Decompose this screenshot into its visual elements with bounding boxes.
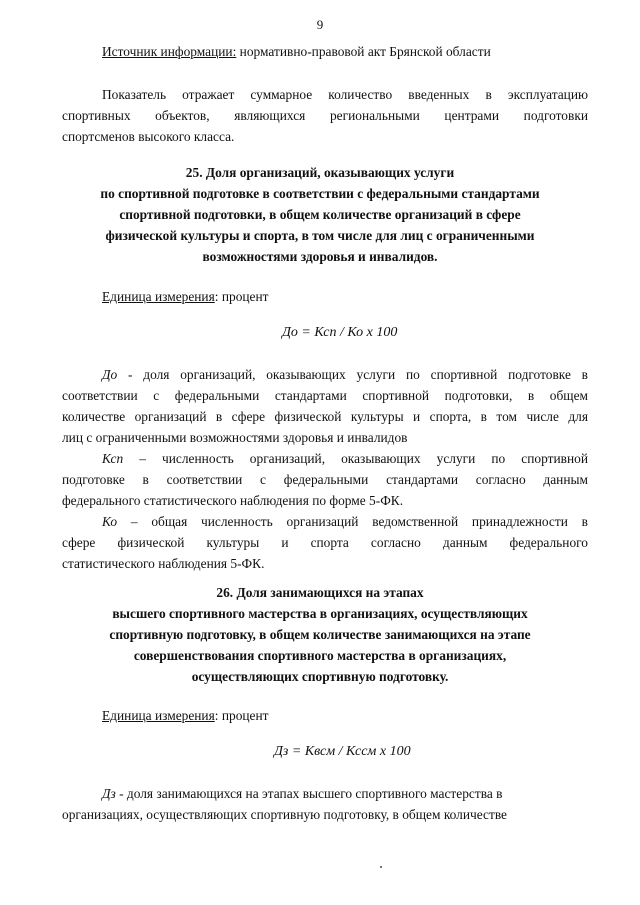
def-ko-line-2: сфере физической культуры и спорта согласно данным федерального bbox=[62, 535, 588, 550]
def-dz-line-1 bbox=[102, 786, 502, 802]
def-ko-line-3: статистического наблюдения 5-ФК. bbox=[62, 556, 265, 571]
section26-formula: Дз = Квсм / Кссм х 100 bbox=[274, 744, 411, 759]
def-do-text-1: доля организаций, оказывающих услуги по спортивной подготовке в bbox=[132, 367, 588, 382]
def-do-line-3: количестве организаций в сфере физической культуры и спорта, в том числе для bbox=[62, 409, 588, 424]
def-do-term: До - bbox=[102, 367, 133, 382]
def-do-line-4: лиц с ограниченными возможностями здоровья и инвалидов bbox=[62, 430, 408, 445]
intro-line-2: спортивных объектов, являющихся региональными центрами подготовки bbox=[62, 108, 588, 123]
section26-heading-line-3: спортивную подготовку, в общем количестве занимающихся на этапе bbox=[109, 627, 531, 642]
section26-heading-line-5: осуществляющих спортивную подготовку. bbox=[191, 669, 449, 684]
section25-heading-line-1: 25. Доля организаций, оказывающих услуги bbox=[185, 165, 455, 180]
section25-unit-label: Единица измерения bbox=[102, 289, 215, 304]
def-do-line-2: соответствии с федеральными стандартами спортивной подготовки, в общем bbox=[62, 388, 588, 403]
section25-heading-line-2: по спортивной подготовке в соответствии с федеральными стандартами bbox=[100, 186, 540, 201]
source-label: Источник информации: bbox=[102, 44, 237, 59]
def-ksp-line-1 bbox=[102, 451, 588, 467]
section25-unit bbox=[102, 289, 269, 305]
section25-unit-value: : процент bbox=[214, 289, 269, 304]
section25-heading-line-5: возможностями здоровья и инвалидов. bbox=[202, 249, 438, 264]
def-ksp-line-3: федерального статистического наблюдения по форме 5-ФК. bbox=[62, 493, 404, 508]
section26-unit-value: : процент bbox=[214, 708, 269, 723]
def-ksp-term: Ксп bbox=[102, 451, 124, 466]
def-dz-line-2: организациях, осуществляющих спортивную подготовку, в общем количестве bbox=[62, 807, 508, 822]
intro-line-1: Показатель отражает суммарное количество введенных в эксплуатацию bbox=[102, 87, 588, 102]
section26-heading-line-2: высшего спортивного мастерства в организациях, осуществляющих bbox=[112, 606, 528, 621]
section26-unit-label: Единица измерения bbox=[102, 708, 215, 723]
section26-heading-line-1: 26. Доля занимающихся на этапах bbox=[216, 585, 424, 600]
def-dz-term: Дз - bbox=[102, 786, 124, 801]
def-ko-line-1 bbox=[102, 514, 588, 530]
intro-line-3: спортсменов высокого класса. bbox=[62, 129, 235, 144]
def-do-line-1 bbox=[102, 367, 588, 383]
def-dz-text-1: доля занимающихся на этапах высшего спортивного мастерства в bbox=[123, 786, 503, 801]
def-ko-term: Ко bbox=[102, 514, 118, 529]
scan-speck bbox=[380, 866, 382, 868]
section26-unit bbox=[102, 708, 269, 724]
def-ksp-text-1: – численность организаций, оказывающих услуги по спортивной bbox=[123, 451, 588, 466]
def-ko-text-1: – общая численность организаций ведомственной принадлежности в bbox=[117, 514, 588, 529]
def-ksp-line-2: подготовке в соответствии с федеральными стандартами согласно данным bbox=[62, 472, 588, 487]
section25-formula: До = Ксп / Ко х 100 bbox=[282, 325, 398, 340]
section25-heading-line-3: спортивной подготовки, в общем количестве организаций в сфере bbox=[119, 207, 521, 222]
source-text: нормативно-правовой акт Брянской области bbox=[236, 44, 491, 59]
source-line bbox=[102, 44, 491, 60]
section25-heading-line-4: физической культуры и спорта, в том числе для лиц с ограниченными bbox=[105, 228, 535, 243]
section26-heading-line-4: совершенствования спортивного мастерства в организациях, bbox=[133, 648, 507, 663]
page-number: 9 bbox=[316, 17, 324, 32]
